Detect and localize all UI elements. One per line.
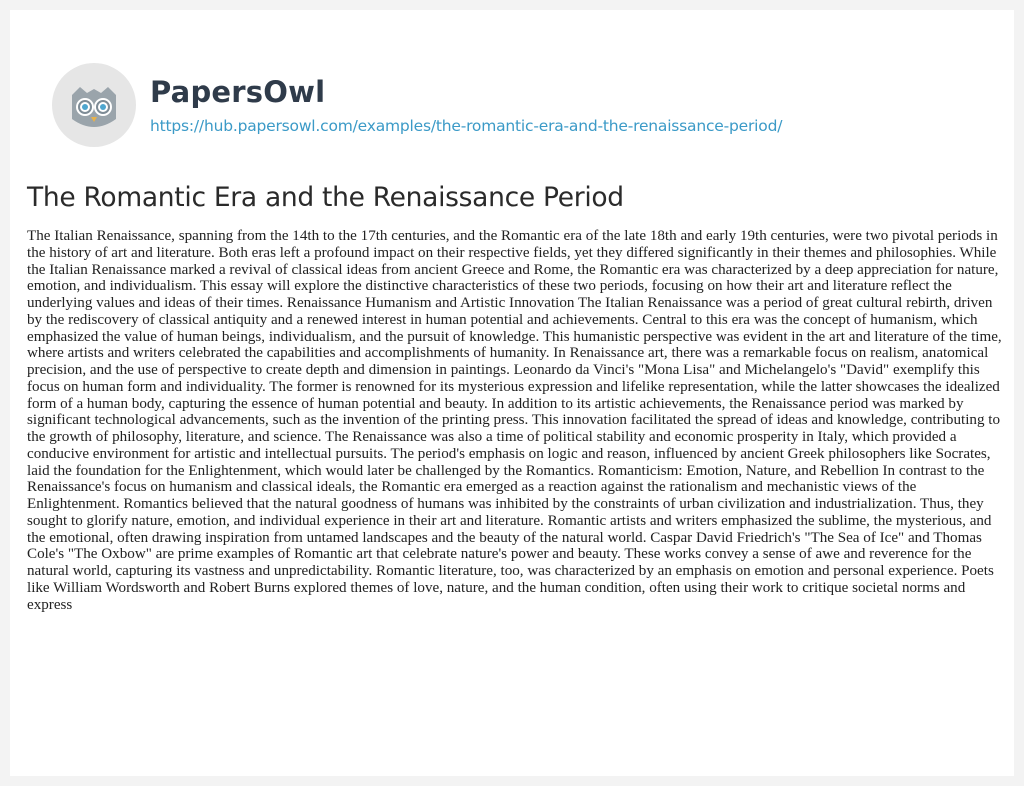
site-header: [50, 60, 782, 150]
brand-block: [150, 74, 782, 136]
article-body: The Italian Renaissance, spanning from the 14th to the 17th centuries, and the Romantic era of the late 18th and early 19th centuries, were two pivotal periods in the history of art and literature. Both eras left a profound impact on their respective fields, yet they differed significantly in their themes and philosophies. While the Italian Renaissance marked a revival of classical ideas from ancient Greece and Rome, the Romantic era was characterized by a deep appreciation for nature, emotion, and individualism. This essay will explore the distinctive characteristics of these two periods, focusing on how their art and literature reflect the underlying values and ideas of their times. Renaissance Humanism and Artistic Innovation The Italian Renaissance was a period of great cultural rebirth, driven by the rediscovery of classical antiquity and a renewed interest in human potential and achievements. Central to this era was the concept of humanism, which emphasized the value of human beings, individualism, and the pursuit of knowledge. This humanistic perspective was evident in the art and literature of the time, where artists and writers celebrated the capabilities and accomplishments of humanity. In Renaissance art, there was a remarkable focus on realism, anatomical precision, and the use of perspective to create depth and dimension in paintings. Leonardo da Vinci's "Mona Lisa" and Michelangelo's "David" exemplify this focus on human form and individuality. The former is renowned for its mysterious expression and lifelike representation, while the latter showcases the idealized form of a human body, capturing the essence of human potential and beauty. In addition to its artistic achievements, the Renaissance period was marked by significant technological advancements, such as the invention of the printing press. This innovation facilitated the spread of ideas and knowledge, contributing to the growth of philosophy, literature, and science. The Renaissance was also a time of political stability and economic prosperity in Italy, which provided a conducive environment for artistic and intellectual pursuits. The period's emphasis on logic and reason, influenced by ancient Greek philosophers like Socrates, laid the foundation for the Enlightenment, which would later be challenged by the Romantics. Romanticism: Emotion, Nature, and Rebellion In contrast to the Renaissance's focus on humanism and classical ideals, the Romantic era emerged as a reaction against the rationalism and mechanistic views of the Enlightenment. Romantics believed that the natural goodness of humans was inhibited by the constraints of urban civilization and industrialization. Thus, they sought to glorify nature, emotion, and individual experience in their art and literature. Romantic artists and writers emphasized the sublime, the mysterious, and the emotional, often drawing inspiration from untamed landscapes and the beauty of the natural world. Caspar David Friedrich's "The Sea of Ice" and Thomas Cole's "The Oxbow" are prime examples of Romantic art that celebrate nature's power and beauty. These works convey a sense of awe and reverence for the natural world, capturing its vastness and unpredictability. Romantic literature, too, was characterized by an emphasis on emotion and personal experience. Poets like William Wordsworth and Robert Burns explored themes of love, nature, and the human condition, often using their work to critique societal norms and express: [27, 228, 1002, 613]
page-title: The Romantic Era and the Renaissance Period: [27, 182, 624, 213]
source-url-link[interactable]: https://hub.papersowl.com/examples/the-romantic-era-and-the-renaissance-period/: [150, 117, 783, 135]
document-page: [10, 10, 1014, 776]
brand-name[interactable]: PapersOwl: [150, 75, 326, 109]
owl-logo-icon: [50, 61, 138, 149]
